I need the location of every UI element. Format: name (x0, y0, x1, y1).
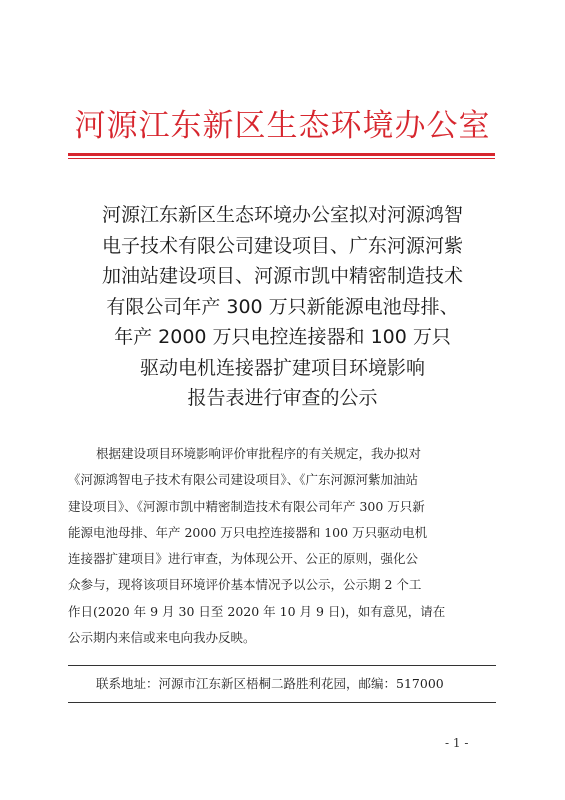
body-line: 《河源鸿智电子技术有限公司建设项目》、《广东河源河紫加油站 (68, 472, 419, 488)
body-line: 根据建设项目环境影响评价审批程序的有关规定，我办拟对 (96, 446, 422, 461)
document-title-line: 年产 2000 万只电控连接器和 100 万只 (114, 326, 451, 348)
header-divider-thick (68, 153, 495, 156)
page-number: - 1 - (445, 736, 469, 750)
body-line: 连接器扩建项目》进行审查，为体现公开、公正的原则，强化公 (68, 551, 419, 567)
document-title-line: 有限公司年产 300 万只新能源电池母排、 (106, 295, 459, 318)
header-divider-thin (68, 158, 495, 159)
body-line: 公示期内来信或来电向我办反映。 (68, 630, 256, 646)
document-title (0, 200, 565, 414)
document-title-line: 电子技术有限公司建设项目、广东河源河紫 (101, 234, 463, 257)
contact-divider-bottom (68, 702, 496, 703)
body-line: 众参与，现将该项目环境评价基本情况予以公示，公示期 2 个工 (68, 577, 422, 593)
body-line: 作日(2020 年 9 月 30 日至 2020 年 10 月 9 日)，如有意见，请在 (68, 603, 446, 619)
document-title-line: 加油站建设项目、河源市凯中精密制造技术 (101, 265, 463, 287)
document-title-line: 报告表进行审查的公示 (187, 387, 378, 409)
header-title: 河源江东新区生态环境办公室 (74, 108, 491, 144)
body-line: 建设项目》、《河源市凯中精密制造技术有限公司年产 300 万只新 (68, 498, 425, 514)
document-title-line: 河源江东新区生态环境办公室拟对河源鸿智 (101, 204, 463, 226)
document-title-line: 驱动电机连接器扩建项目环境影响 (139, 356, 425, 379)
body-line: 能源电池母排、年产 2000 万只电控连接器和 100 万只驱动电机 (68, 524, 428, 540)
contact-divider-top (68, 665, 496, 666)
body-paragraph (68, 441, 498, 651)
contact-address: 联系地址：河源市江东新区梧桐二路胜利花园，邮编：517000 (96, 676, 444, 691)
